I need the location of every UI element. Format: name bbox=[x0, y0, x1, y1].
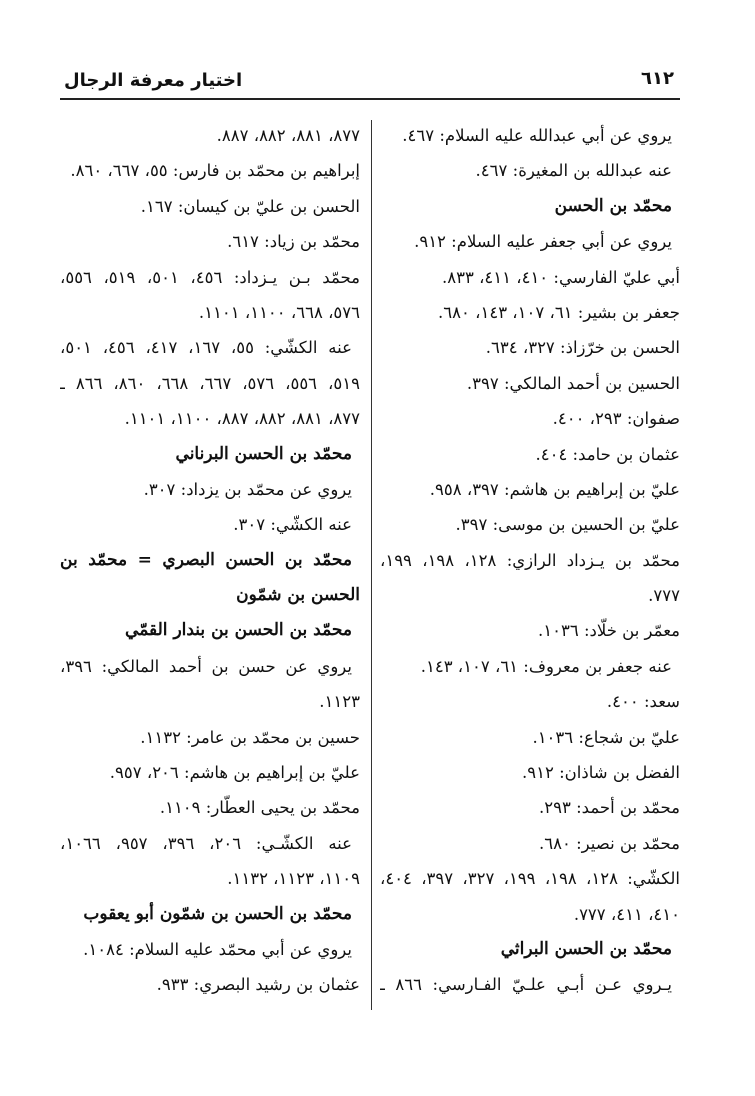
index-line: عليّ بن إبراهيم بن هاشم: ٢٠٦، ٩٥٧. bbox=[109, 763, 360, 783]
index-line: محمّد بن الحسن bbox=[554, 195, 672, 216]
right-column bbox=[380, 118, 680, 1018]
page-number: ٦١٢ bbox=[641, 68, 674, 89]
index-line: محمّد بن أحمد: ٢٩٣. bbox=[539, 798, 680, 818]
book-title: اختيار معرفة الرجال bbox=[64, 70, 243, 91]
index-line: ٨٧٧، ٨٨١، ٨٨٢، ٨٨٧، ١١٠٠، ١١٠١. bbox=[124, 409, 360, 429]
index-line: عليّ بن الحسين بن موسى: ٣٩٧. bbox=[455, 515, 680, 535]
index-line: يروي عن أبي جعفر عليه السلام: ٩١٢. bbox=[414, 232, 672, 252]
index-line: محمّد بن نصير: ٦٨٠. bbox=[539, 833, 680, 853]
index-line: عنه عبدالله بن المغيرة: ٤٦٧. bbox=[475, 161, 672, 181]
page-header bbox=[60, 68, 680, 100]
left-column bbox=[60, 118, 360, 1018]
index-line: عليّ بن شجاع: ١٠٣٦. bbox=[532, 727, 680, 747]
index-line: محمّد بن الحسن بن بندار القمّي bbox=[125, 620, 352, 641]
index-line: الفضل بن شاذان: ٩١٢. bbox=[522, 763, 680, 783]
index-line: عثمان بن رشيد البصري: ٩٣٣. bbox=[156, 975, 360, 995]
index-line: عثمان بن حامد: ٤٠٤. bbox=[535, 444, 680, 464]
index-line: الكشّي: ١٢٨، ١٩٨، ١٩٩، ٣٢٧، ٣٩٧، ٤٠٤، bbox=[380, 869, 680, 889]
index-line: معمّر بن خلّاد: ١٠٣٦. bbox=[538, 621, 680, 641]
index-line: أبي عليّ الفارسي: ٤١٠، ٤١١، ٨٣٣. bbox=[441, 267, 680, 287]
index-line: عنه الكشّي: ٣٠٧. bbox=[233, 515, 352, 535]
index-line: ٥١٩، ٥٥٦، ٥٧٦، ٦٦٧، ٦٦٨، ٨٦٠، ٨٦٦ ـ bbox=[60, 373, 360, 393]
index-line: حسين بن محمّد بن عامر: ١١٣٢. bbox=[140, 727, 360, 747]
index-line: الحسين بن أحمد المالكي: ٣٩٧. bbox=[466, 373, 680, 393]
index-line: ٥٧٦، ٦٦٨، ١١٠٠، ١١٠١. bbox=[198, 302, 360, 322]
column-divider bbox=[371, 120, 372, 1010]
index-line: إبراهيم بن محمّد بن فارس: ٥٥، ٦٦٧، ٨٦٠. bbox=[70, 161, 360, 181]
index-line: سعد: ٤٠٠. bbox=[606, 692, 680, 712]
index-line: ٨٧٧، ٨٨١، ٨٨٢، ٨٨٧. bbox=[216, 126, 360, 145]
index-line: محمّد بن يـزداد الرازي: ١٢٨، ١٩٨، ١٩٩، bbox=[380, 550, 680, 570]
index-line: ١١٢٣. bbox=[319, 692, 360, 712]
index-line: الحسن بن عليّ بن كيسان: ١٦٧. bbox=[140, 196, 360, 216]
index-line: الحسن بن شمّون bbox=[236, 585, 360, 606]
index-line: صفوان: ٢٩٣، ٤٠٠. bbox=[552, 409, 680, 429]
index-line: محمّد بن يحيى العطّار: ١١٠٩. bbox=[159, 798, 360, 818]
index-line: يروي عن أبي عبدالله عليه السلام: ٤٦٧. bbox=[402, 126, 672, 145]
index-line: عنه الكشّـي: ٢٠٦، ٣٩٦، ٩٥٧، ١٠٦٦، bbox=[60, 833, 353, 853]
index-line: يروي عن حسن بن أحمد المالكي: ٣٩٦، bbox=[60, 656, 352, 676]
index-line: عليّ بن إبراهيم بن هاشم: ٣٩٧، ٩٥٨. bbox=[429, 479, 680, 499]
index-line: يروي عن أبي محمّد عليه السلام: ١٠٨٤. bbox=[83, 939, 352, 959]
index-line: محمّد بن الحسن البراثي bbox=[500, 938, 672, 959]
index-line: محمّد بن الحسن البصري = محمّد بن bbox=[60, 549, 352, 570]
index-line: محمّد بـن يـزداد: ٤٥٦، ٥٠١، ٥١٩، ٥٥٦، bbox=[60, 267, 360, 287]
index-line: محمّد بن الحسن بن شمّون أبو يعقوب bbox=[83, 903, 352, 924]
index-line: عنه الكشّي: ٥٥، ١٦٧، ٤١٧، ٤٥٦، ٥٠١، bbox=[60, 338, 352, 358]
index-line: يروي عن محمّد بن يزداد: ٣٠٧. bbox=[143, 479, 352, 499]
index-line: يـروي عـن أبـي علـيّ الفـارسي: ٨٦٦ ـ bbox=[380, 975, 672, 995]
index-line: جعفر بن بشير: ٦١، ١٠٧، ١٤٣، ٦٨٠. bbox=[438, 302, 680, 322]
index-line: محمّد بن الحسن البرناني bbox=[175, 443, 352, 464]
index-line: محمّد بن زياد: ٦١٧. bbox=[227, 232, 360, 252]
index-line: ٤١٠، ٤١١، ٧٧٧. bbox=[573, 904, 680, 924]
index-line: ١١٠٩، ١١٢٣، ١١٣٢. bbox=[227, 869, 360, 889]
index-line: ٧٧٧. bbox=[648, 586, 680, 606]
index-line: الحسن بن خرّزاذ: ٣٢٧، ٦٣٤. bbox=[485, 338, 680, 358]
index-line: عنه جعفر بن معروف: ٦١، ١٠٧، ١٤٣. bbox=[420, 656, 672, 676]
